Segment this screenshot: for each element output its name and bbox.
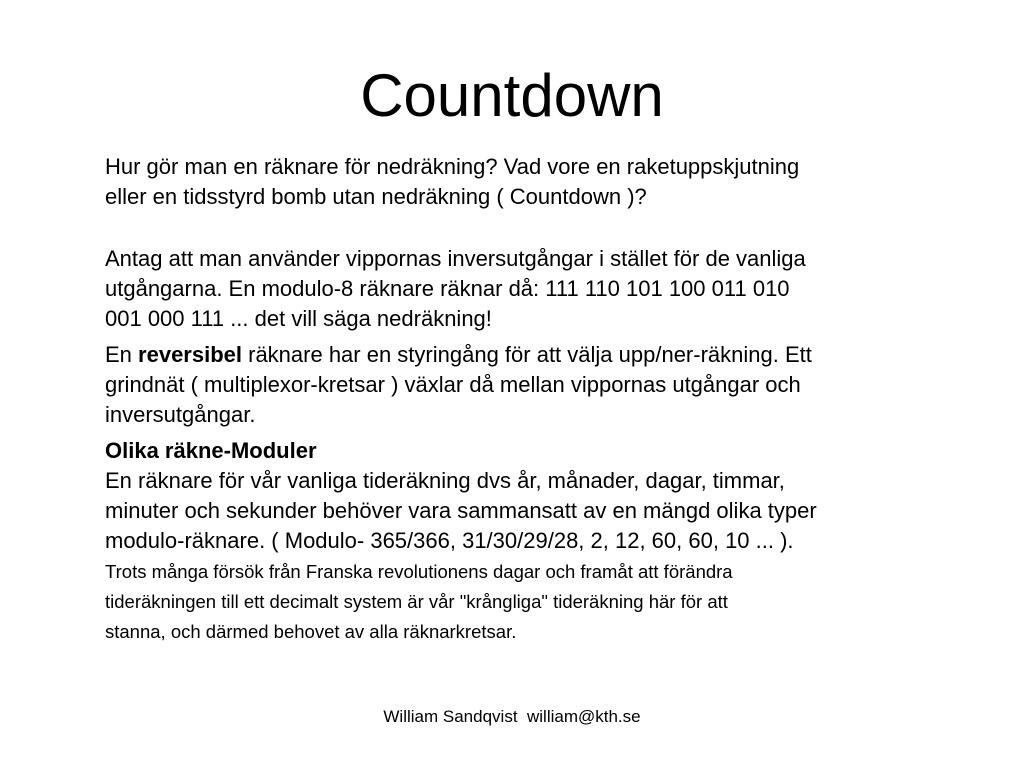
intro-line: eller en tidsstyrd bomb utan nedräkning ( Countdown )? <box>105 184 647 209</box>
inverse-outputs-line: Antag att man använder vippornas inversutgångar i stället för de vanliga <box>105 246 806 271</box>
reversible-counter-paragraph <box>105 340 965 430</box>
inverse-outputs-line: utgångarna. En modulo-8 räknare räknar då: 111 110 101 100 011 010 <box>105 276 790 301</box>
modules-heading: Olika räkne-Moduler <box>105 438 317 463</box>
reversible-term: reversibel <box>138 342 242 367</box>
reversible-line-rest: räknare har en styringång för att välja upp/ner-räkning. Ett <box>242 342 812 367</box>
modules-note-line: tideräkningen till ett decimalt system är vår "krångliga" tideräkning här för att <box>105 591 728 612</box>
intro-paragraph <box>105 152 965 212</box>
modules-line: En räknare för vår vanliga tideräkning dvs år, månader, dagar, timmar, <box>105 468 785 493</box>
slide-body <box>105 152 965 646</box>
reversible-line: inversutgångar. <box>105 402 256 427</box>
modules-note-line: stanna, och därmed behovet av alla räknarkretsar. <box>105 621 517 642</box>
reversible-prefix: En <box>105 342 139 367</box>
intro-line: Hur gör man en räknare för nedräkning? Vad vore en raketuppskjutning <box>105 154 800 179</box>
inverse-outputs-paragraph <box>105 244 965 334</box>
inverse-outputs-line: 001 000 111 ... det vill säga nedräkning! <box>105 306 492 331</box>
modules-paragraph <box>105 436 965 646</box>
slide-title: Countdown <box>360 62 664 129</box>
modules-note-line: Trots många försök från Franska revolutionens dagar och framåt att förändra <box>105 561 733 582</box>
reversible-line: grindnät ( multiplexor-kretsar ) växlar då mellan vippornas utgångar och <box>105 372 801 397</box>
modules-line: modulo-räknare. ( Modulo- 365/366, 31/30/29/28, 2, 12, 60, 60, 10 ... ). <box>105 528 794 553</box>
slide-footer: William Sandqvist william@kth.se <box>383 707 641 726</box>
modules-line: minuter och sekunder behöver vara sammansatt av en mängd olika typer <box>105 498 817 523</box>
